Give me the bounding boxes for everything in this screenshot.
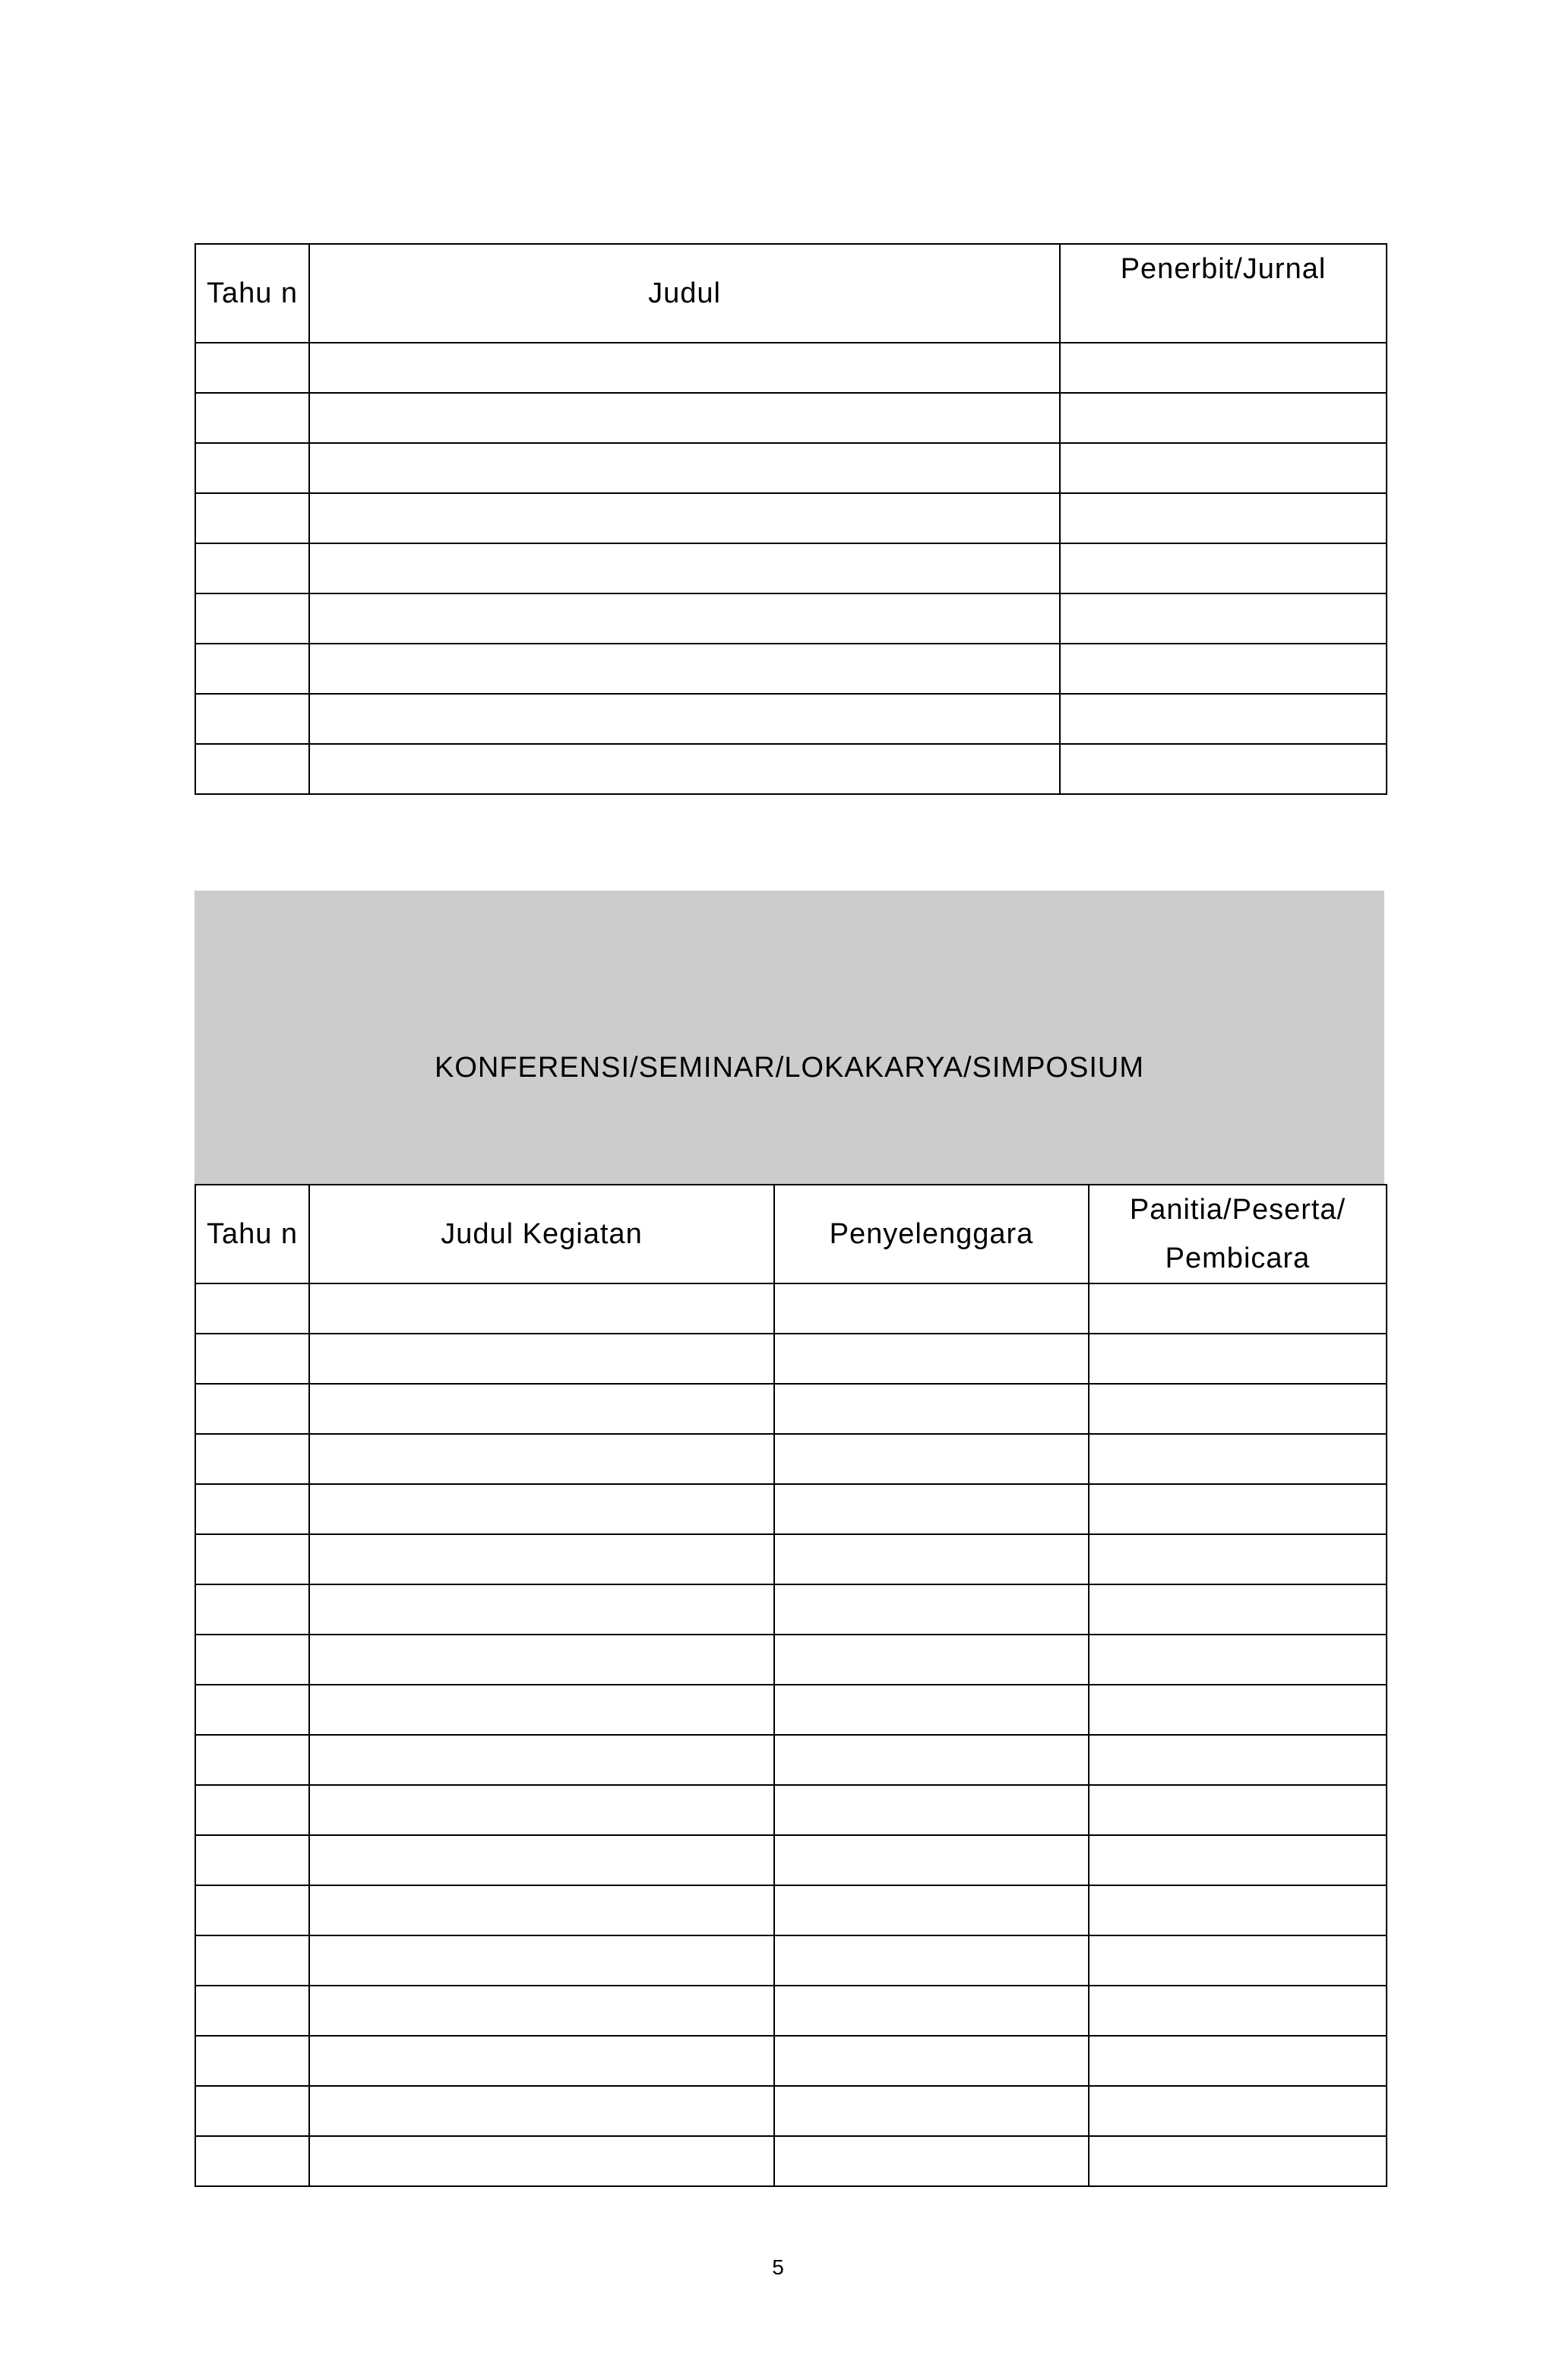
table-row <box>195 543 1387 593</box>
empty-cell[interactable] <box>195 1334 309 1384</box>
empty-cell[interactable] <box>195 694 309 744</box>
conference-table-body <box>195 1283 1387 2186</box>
empty-cell[interactable] <box>195 2136 309 2186</box>
table-row <box>195 593 1387 644</box>
empty-cell[interactable] <box>309 1584 774 1635</box>
empty-cell[interactable] <box>1089 1283 1387 1334</box>
empty-cell[interactable] <box>195 744 309 794</box>
empty-cell[interactable] <box>1060 694 1387 744</box>
empty-cell[interactable] <box>195 343 309 393</box>
empty-cell[interactable] <box>309 1885 774 1935</box>
table-row <box>195 744 1387 794</box>
empty-cell[interactable] <box>774 1735 1089 1785</box>
empty-cell[interactable] <box>309 2036 774 2086</box>
empty-cell[interactable] <box>1060 493 1387 543</box>
table-row <box>195 1885 1387 1935</box>
header-organizer: Penyelenggara <box>774 1185 1089 1283</box>
empty-cell[interactable] <box>1089 1484 1387 1534</box>
empty-cell[interactable] <box>774 1434 1089 1484</box>
empty-cell[interactable] <box>309 1283 774 1334</box>
empty-cell[interactable] <box>309 2086 774 2136</box>
empty-cell[interactable] <box>309 1685 774 1735</box>
empty-cell[interactable] <box>774 2136 1089 2186</box>
empty-cell[interactable] <box>195 393 309 443</box>
empty-cell[interactable] <box>1089 1735 1387 1785</box>
empty-cell[interactable] <box>774 1584 1089 1635</box>
empty-cell[interactable] <box>774 1835 1089 1885</box>
table-row <box>195 443 1387 493</box>
empty-cell[interactable] <box>195 1635 309 1685</box>
empty-cell[interactable] <box>1089 2086 1387 2136</box>
table-row <box>195 1283 1387 1334</box>
empty-cell[interactable] <box>774 1935 1089 1986</box>
table-row <box>195 1935 1387 1986</box>
empty-cell[interactable] <box>774 1635 1089 1685</box>
table-row <box>195 1835 1387 1885</box>
empty-cell[interactable] <box>309 393 1060 443</box>
table-row <box>195 2086 1387 2136</box>
table-row <box>195 1484 1387 1534</box>
table-row <box>195 1384 1387 1434</box>
empty-cell[interactable] <box>1089 2136 1387 2186</box>
empty-cell[interactable] <box>309 1935 774 1986</box>
empty-cell[interactable] <box>309 1635 774 1685</box>
empty-cell[interactable] <box>1089 1384 1387 1434</box>
empty-cell[interactable] <box>309 343 1060 393</box>
table-row <box>195 2036 1387 2086</box>
empty-cell[interactable] <box>1060 744 1387 794</box>
empty-cell[interactable] <box>309 694 1060 744</box>
empty-cell[interactable] <box>195 1885 309 1935</box>
table-row <box>195 1534 1387 1584</box>
table-row <box>195 343 1387 393</box>
empty-cell[interactable] <box>195 1935 309 1986</box>
empty-cell[interactable] <box>309 493 1060 543</box>
empty-cell[interactable] <box>309 1986 774 2036</box>
empty-cell[interactable] <box>195 1283 309 1334</box>
empty-cell[interactable] <box>1089 1334 1387 1384</box>
empty-cell[interactable] <box>195 1835 309 1885</box>
empty-cell[interactable] <box>195 2036 309 2086</box>
empty-cell[interactable] <box>309 1484 774 1534</box>
empty-cell[interactable] <box>309 1384 774 1434</box>
table-row <box>195 1986 1387 2036</box>
header-year: Tahu n <box>195 244 309 343</box>
empty-cell[interactable] <box>195 1584 309 1635</box>
table-row <box>195 1584 1387 1635</box>
empty-cell[interactable] <box>1089 2036 1387 2086</box>
empty-cell[interactable] <box>774 1785 1089 1835</box>
empty-cell[interactable] <box>1089 1885 1387 1935</box>
empty-cell[interactable] <box>1060 443 1387 493</box>
page-number: 5 <box>772 2255 784 2279</box>
empty-cell[interactable] <box>774 1384 1089 1434</box>
empty-cell[interactable] <box>195 1384 309 1434</box>
empty-cell[interactable] <box>195 1685 309 1735</box>
empty-cell[interactable] <box>774 1283 1089 1334</box>
publication-table <box>194 243 1387 795</box>
empty-cell[interactable] <box>309 593 1060 644</box>
table-row <box>195 1334 1387 1384</box>
empty-cell[interactable] <box>1060 343 1387 393</box>
empty-cell[interactable] <box>774 1534 1089 1584</box>
empty-cell[interactable] <box>195 1434 309 1484</box>
conference-section-title: KONFERENSI/SEMINAR/LOKAKARYA/SIMPOSIUM <box>434 1052 1144 1084</box>
table-row <box>195 1785 1387 1835</box>
table-row <box>195 1434 1387 1484</box>
empty-cell[interactable] <box>195 443 309 493</box>
header-publisher: Penerbit/Jurnal <box>1060 244 1387 343</box>
empty-cell[interactable] <box>309 1534 774 1584</box>
publication-table-body <box>195 343 1387 794</box>
header-activity-title: Judul Kegiatan <box>309 1185 774 1283</box>
empty-cell[interactable] <box>774 1986 1089 2036</box>
empty-cell[interactable] <box>309 1334 774 1384</box>
header-role: Panitia/Peserta/ Pembicara <box>1089 1185 1387 1283</box>
empty-cell[interactable] <box>309 644 1060 694</box>
empty-cell[interactable] <box>1089 1685 1387 1735</box>
empty-cell[interactable] <box>195 1735 309 1785</box>
empty-cell[interactable] <box>1060 644 1387 694</box>
empty-cell[interactable] <box>309 2136 774 2186</box>
empty-cell[interactable] <box>309 744 1060 794</box>
table-row <box>195 1735 1387 1785</box>
empty-cell[interactable] <box>774 1484 1089 1534</box>
empty-cell[interactable] <box>195 1534 309 1584</box>
empty-cell[interactable] <box>195 593 309 644</box>
table-row <box>195 493 1387 543</box>
empty-cell[interactable] <box>1089 1434 1387 1484</box>
empty-cell[interactable] <box>195 1986 309 2036</box>
empty-cell[interactable] <box>195 493 309 543</box>
empty-cell[interactable] <box>195 644 309 694</box>
empty-cell[interactable] <box>774 2086 1089 2136</box>
empty-cell[interactable] <box>309 1735 774 1785</box>
table-row <box>195 2136 1387 2186</box>
header-title: Judul <box>309 244 1060 343</box>
empty-cell[interactable] <box>1089 1584 1387 1635</box>
conference-header-row <box>195 1185 1387 1283</box>
empty-cell[interactable] <box>309 443 1060 493</box>
publication-header-row <box>195 244 1387 343</box>
empty-cell[interactable] <box>774 1334 1089 1384</box>
empty-cell[interactable] <box>1089 1835 1387 1885</box>
empty-cell[interactable] <box>195 543 309 593</box>
empty-cell[interactable] <box>774 1685 1089 1735</box>
conference-table <box>194 1184 1387 2187</box>
empty-cell[interactable] <box>1060 393 1387 443</box>
header-year: Tahu n <box>195 1185 309 1283</box>
empty-cell[interactable] <box>1060 593 1387 644</box>
empty-cell[interactable] <box>1089 1785 1387 1835</box>
empty-cell[interactable] <box>195 2086 309 2136</box>
empty-cell[interactable] <box>195 1785 309 1835</box>
table-row <box>195 694 1387 744</box>
empty-cell[interactable] <box>195 1484 309 1534</box>
table-row <box>195 644 1387 694</box>
empty-cell[interactable] <box>309 1434 774 1484</box>
empty-cell[interactable] <box>774 2036 1089 2086</box>
table-row <box>195 1635 1387 1685</box>
empty-cell[interactable] <box>309 543 1060 593</box>
empty-cell[interactable] <box>1089 1986 1387 2036</box>
empty-cell[interactable] <box>1089 1635 1387 1685</box>
table-row <box>195 393 1387 443</box>
table-row <box>195 1685 1387 1735</box>
empty-cell[interactable] <box>1060 543 1387 593</box>
empty-cell[interactable] <box>1089 1534 1387 1584</box>
empty-cell[interactable] <box>1089 1935 1387 1986</box>
conference-section-banner <box>194 891 1384 1184</box>
empty-cell[interactable] <box>309 1785 774 1835</box>
empty-cell[interactable] <box>309 1835 774 1885</box>
empty-cell[interactable] <box>774 1885 1089 1935</box>
